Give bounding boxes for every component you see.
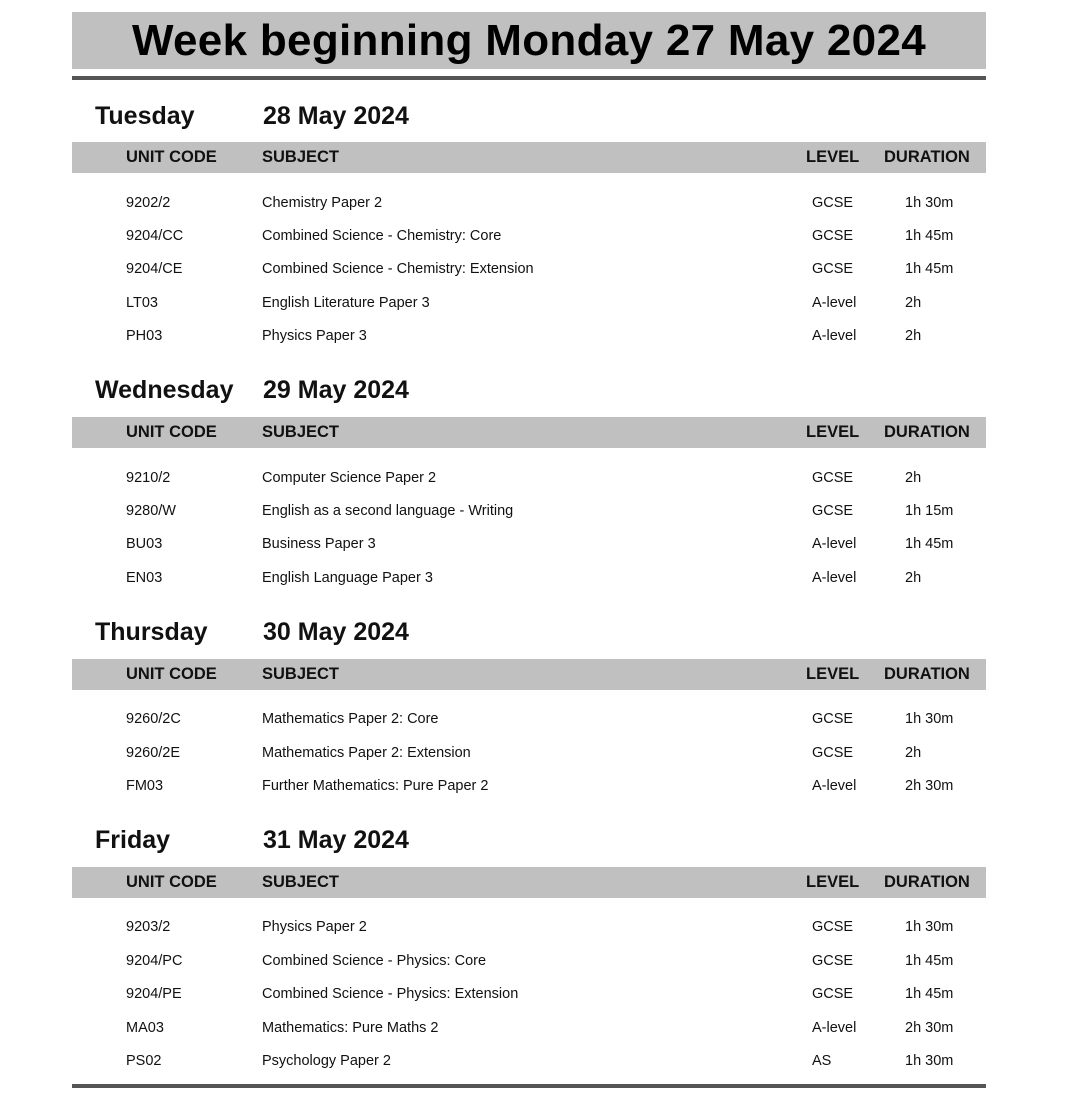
- day-heading: [72, 825, 986, 857]
- unit-code: PH03: [126, 328, 163, 345]
- exam-row: [72, 977, 986, 1010]
- exam-row: [72, 320, 986, 353]
- column-header-level: LEVEL: [806, 872, 860, 891]
- duration: 1h 15m: [905, 503, 954, 520]
- level: A-level: [812, 777, 857, 794]
- column-header-bar: [72, 659, 986, 690]
- title-divider: [72, 76, 986, 80]
- day-section-friday: [72, 825, 986, 1078]
- level: GCSE: [812, 986, 854, 1003]
- exam-list: [72, 690, 986, 803]
- subject: English Language Paper 3: [262, 569, 433, 586]
- day-heading: [72, 617, 986, 649]
- duration: 2h: [905, 744, 922, 761]
- column-header-subject: SUBJECT: [262, 148, 340, 166]
- column-header-unit-code: UNIT CODE: [126, 422, 217, 441]
- day-date: 29 May 2024: [263, 376, 409, 405]
- level: A-level: [812, 536, 857, 553]
- exam-row: [72, 769, 986, 802]
- subject: English Literature Paper 3: [262, 294, 430, 311]
- exam-row: [72, 528, 986, 561]
- duration: 2h: [905, 294, 922, 311]
- day-date: 28 May 2024: [263, 101, 409, 130]
- column-header-level: LEVEL: [806, 664, 860, 683]
- bottom-divider: [72, 1084, 986, 1088]
- unit-code: LT03: [126, 294, 158, 311]
- duration: 2h: [905, 328, 922, 345]
- exam-row: [72, 911, 986, 944]
- exam-row: [72, 461, 986, 494]
- duration: 1h 45m: [905, 952, 954, 969]
- day-name: Tuesday: [95, 101, 195, 130]
- subject: Psychology Paper 2: [262, 1052, 391, 1069]
- subject: Chemistry Paper 2: [262, 194, 383, 211]
- unit-code: 9204/PC: [126, 952, 183, 969]
- duration: 1h 45m: [905, 261, 954, 278]
- level: GCSE: [812, 919, 854, 936]
- subject: Combined Science - Physics: Core: [262, 952, 487, 969]
- day-section-thursday: [72, 617, 986, 803]
- unit-code: FM03: [126, 777, 164, 794]
- subject: Further Mathematics: Pure Paper 2: [262, 777, 489, 794]
- subject: Physics Paper 3: [262, 328, 367, 345]
- level: AS: [812, 1052, 832, 1069]
- subject: Mathematics Paper 2: Core: [262, 711, 439, 728]
- day-name: Friday: [95, 826, 171, 855]
- column-header-unit-code: UNIT CODE: [126, 872, 217, 891]
- column-header-duration: DURATION: [884, 148, 970, 166]
- subject: Business Paper 3: [262, 536, 376, 553]
- unit-code: EN03: [126, 569, 163, 586]
- day-name: Thursday: [95, 618, 208, 647]
- level: GCSE: [812, 469, 854, 486]
- subject: Computer Science Paper 2: [262, 469, 437, 486]
- duration: 2h: [905, 569, 922, 586]
- level: GCSE: [812, 194, 854, 211]
- day-name: Wednesday: [95, 376, 234, 405]
- level: GCSE: [812, 261, 854, 278]
- day-date: 30 May 2024: [263, 618, 409, 647]
- duration: 1h 45m: [905, 986, 954, 1003]
- column-header-bar: [72, 142, 986, 173]
- column-header-subject: SUBJECT: [262, 422, 340, 441]
- column-header-subject: SUBJECT: [262, 664, 340, 683]
- exam-list: [72, 448, 986, 595]
- duration: 2h 30m: [905, 1019, 954, 1036]
- exam-row: [72, 561, 986, 594]
- duration: 1h 30m: [905, 919, 954, 936]
- column-header-bar: [72, 417, 986, 448]
- column-header-duration: DURATION: [884, 422, 970, 441]
- exam-row: [72, 286, 986, 319]
- duration: 1h 30m: [905, 1052, 954, 1069]
- exam-row: [72, 494, 986, 527]
- exam-row: [72, 944, 986, 977]
- unit-code: 9204/PE: [126, 986, 182, 1003]
- unit-code: 9204/CC: [126, 228, 184, 245]
- exam-row: [72, 219, 986, 252]
- level: GCSE: [812, 503, 854, 520]
- subject: Combined Science - Chemistry: Extension: [262, 261, 534, 278]
- column-header-level: LEVEL: [806, 422, 860, 441]
- column-header-unit-code: UNIT CODE: [126, 148, 217, 166]
- column-header-duration: DURATION: [884, 872, 970, 891]
- unit-code: 9280/W: [126, 503, 176, 520]
- exam-row: [72, 1011, 986, 1044]
- day-section-tuesday: [72, 100, 986, 353]
- level: GCSE: [812, 228, 854, 245]
- level: GCSE: [812, 744, 854, 761]
- column-header-duration: DURATION: [884, 664, 970, 683]
- exam-row: [72, 736, 986, 769]
- duration: 1h 30m: [905, 711, 954, 728]
- subject: Combined Science - Chemistry: Core: [262, 228, 502, 245]
- unit-code: PS02: [126, 1052, 162, 1069]
- unit-code: 9260/2E: [126, 744, 181, 761]
- exam-list: [72, 898, 986, 1078]
- days-container: [72, 100, 986, 1078]
- day-heading: [72, 100, 986, 132]
- unit-code: 9203/2: [126, 919, 171, 936]
- duration: 2h 30m: [905, 777, 954, 794]
- unit-code: BU03: [126, 536, 163, 553]
- level: A-level: [812, 569, 857, 586]
- level: GCSE: [812, 952, 854, 969]
- exam-list: [72, 173, 986, 353]
- day-section-wednesday: [72, 375, 986, 595]
- unit-code: 9202/2: [126, 194, 171, 211]
- level: A-level: [812, 328, 857, 345]
- exam-row: [72, 186, 986, 219]
- duration: 1h 45m: [905, 228, 954, 245]
- day-date: 31 May 2024: [263, 826, 409, 855]
- exam-row: [72, 1044, 986, 1077]
- title-banner: [72, 12, 986, 69]
- subject: Combined Science - Physics: Extension: [262, 986, 519, 1003]
- column-header-subject: SUBJECT: [262, 872, 340, 891]
- timetable-page: [72, 12, 986, 1078]
- level: A-level: [812, 294, 857, 311]
- column-header-level: LEVEL: [806, 148, 860, 166]
- level: GCSE: [812, 711, 854, 728]
- duration: 2h: [905, 469, 922, 486]
- unit-code: 9204/CE: [126, 261, 183, 278]
- subject: Physics Paper 2: [262, 919, 367, 936]
- exam-row: [72, 253, 986, 286]
- duration: 1h 30m: [905, 194, 954, 211]
- subject: English as a second language - Writing: [262, 503, 514, 520]
- duration: 1h 45m: [905, 536, 954, 553]
- day-heading: [72, 375, 986, 407]
- exam-row: [72, 703, 986, 736]
- page-title: Week beginning Monday 27 May 2024: [132, 15, 926, 65]
- subject: Mathematics: Pure Maths 2: [262, 1019, 439, 1036]
- subject: Mathematics Paper 2: Extension: [262, 744, 471, 761]
- column-header-bar: [72, 867, 986, 898]
- unit-code: MA03: [126, 1019, 164, 1036]
- level: A-level: [812, 1019, 857, 1036]
- unit-code: 9210/2: [126, 469, 171, 486]
- column-header-unit-code: UNIT CODE: [126, 664, 217, 683]
- unit-code: 9260/2C: [126, 711, 181, 728]
